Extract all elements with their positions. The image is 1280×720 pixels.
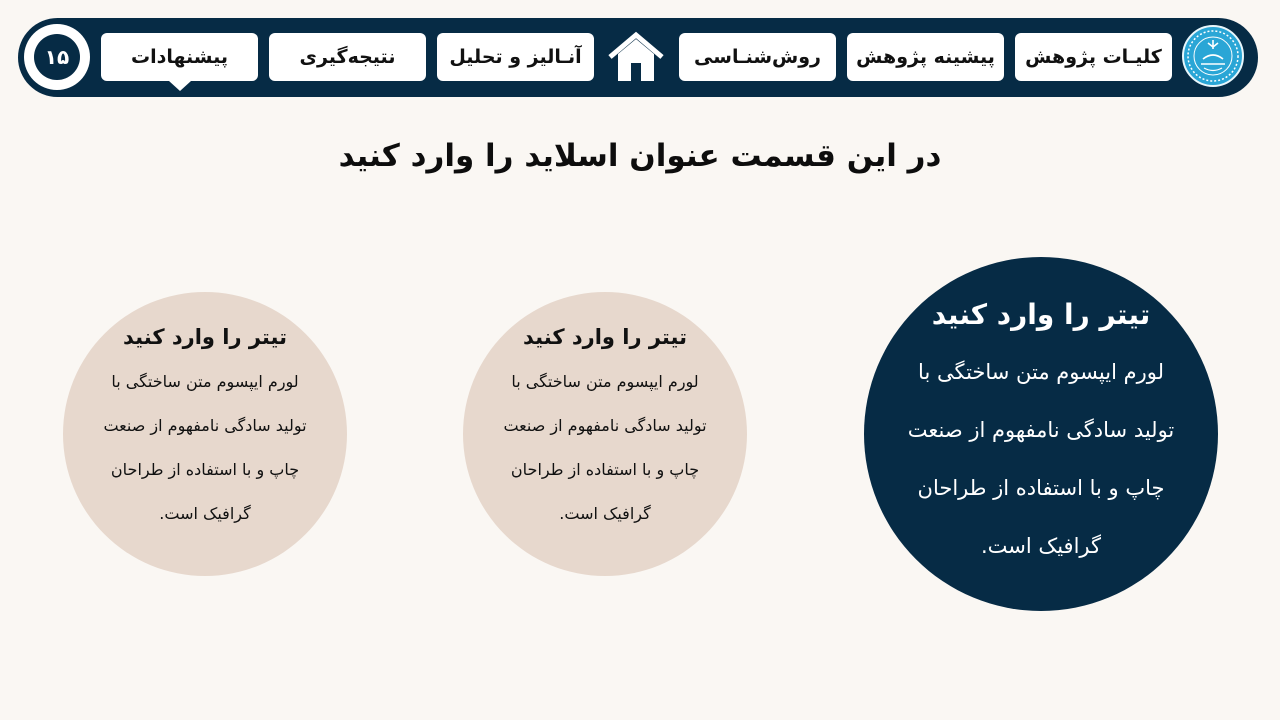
card-body-line: لورم ایپسوم متن ساختگی با [918,360,1164,384]
feature-card-primary [864,257,1218,611]
card-body-line: لورم ایپسوم متن ساختگی با [111,372,299,391]
page-number-badge [24,24,90,90]
tab-literature[interactable]: پیشینه پژوهش [847,33,1004,81]
card-body-line: چاپ و با استفاده از طراحان [110,460,300,479]
feature-card-middle [463,292,747,576]
card-body-line: چاپ و با استفاده از طراحان [917,476,1165,500]
card-body-line: گرافیک است. [159,504,251,523]
tab-methodology[interactable]: روش‌شنـاسی [679,33,836,81]
page-number: ۱۵ [34,34,80,80]
card-body-line: تولید سادگی نامفهوم از صنعت [503,416,707,435]
card-title: تیتر را وارد کنید [523,325,687,349]
card-body [503,360,706,536]
card-body-line: لورم ایپسوم متن ساختگی با [511,372,699,391]
card-body [908,343,1175,575]
card-body-line: چاپ و با استفاده از طراحان [510,460,700,479]
slide-title: در این قسمت عنوان اسلاید را وارد کنید [338,138,942,174]
card-body [103,360,306,536]
card-body-line: گرافیک است. [981,534,1101,558]
card-body-line: تولید سادگی نامفهوم از صنعت [103,416,307,435]
university-logo [1182,25,1244,87]
tab-overview[interactable]: کلیـات پژوهش [1015,33,1172,81]
tab-conclusion[interactable]: نتیجه‌گیری [269,33,426,81]
card-title: تیتر را وارد کنید [931,298,1151,331]
tab-suggestions[interactable]: پیشنهادات [101,33,258,81]
logo-emblem-icon [1186,29,1240,83]
card-body-line: تولید سادگی نامفهوم از صنعت [907,418,1175,442]
home-button[interactable] [606,30,666,84]
feature-card-left [63,292,347,576]
home-icon [606,30,666,84]
card-title: تیتر را وارد کنید [123,325,287,349]
card-body-line: گرافیک است. [559,504,651,523]
tab-analysis[interactable]: آنـالیز و تحلیل [437,33,594,81]
